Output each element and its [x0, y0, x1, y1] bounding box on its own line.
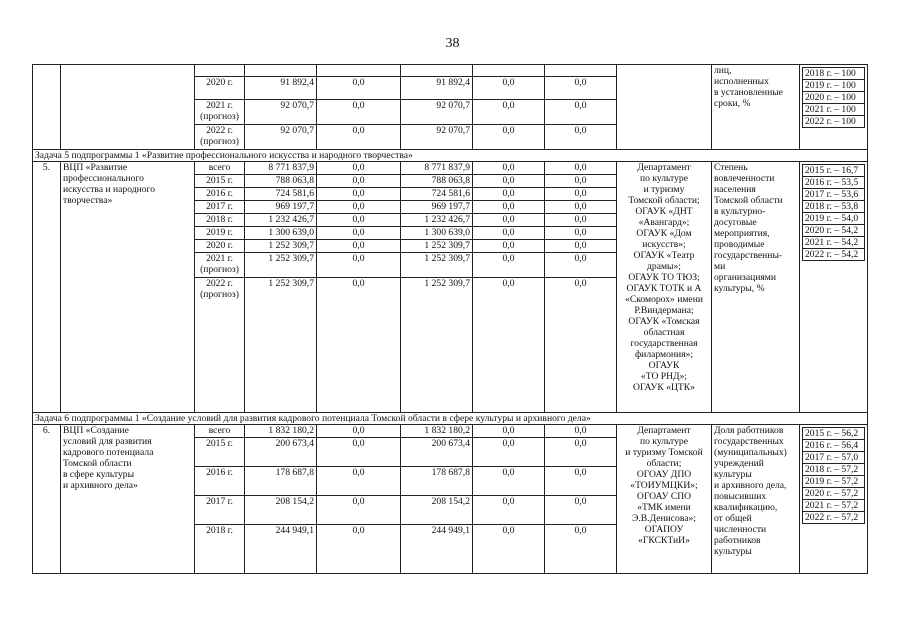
indicator-value: 2018 г. – 53,8: [803, 201, 865, 213]
total-cell: 1 252 309,7: [245, 253, 317, 278]
total-cell: 788 063,8: [245, 175, 317, 188]
page-number: 38: [445, 36, 460, 51]
local-cell: 0,0: [473, 125, 545, 150]
year-cell: 2019 г.: [195, 227, 245, 240]
total-cell: 1 832 180,2: [245, 425, 317, 438]
other-cell: 0,0: [545, 467, 617, 496]
other-cell: 0,0: [545, 496, 617, 525]
other-cell: 0,0: [545, 162, 617, 175]
total-cell: 1 252 309,7: [245, 278, 317, 413]
finance-row: [33, 425, 868, 438]
total-cell: 92 070,7: [245, 125, 317, 150]
regional-cell: 91 892,4: [401, 77, 473, 100]
task-heading-row: [33, 413, 868, 425]
indicator-value: 2019 г. – 100: [803, 80, 865, 92]
indicator-values-list: [802, 427, 865, 524]
year-cell: 2021 г. (прогноз): [195, 253, 245, 278]
year-cell: 2016 г.: [195, 467, 245, 496]
federal-cell: 0,0: [317, 240, 401, 253]
federal-cell: 0,0: [317, 175, 401, 188]
regional-cell: 8 771 837,9: [401, 162, 473, 175]
finance-row: [33, 65, 868, 77]
other-cell: 0,0: [545, 125, 617, 150]
regional-cell: 244 949,1: [401, 525, 473, 574]
regional-cell: 1 300 639,0: [401, 227, 473, 240]
indicator-value: 2017 г. – 53,6: [803, 189, 865, 201]
indicator-value: 2021 г. – 57,2: [803, 500, 865, 512]
local-cell: 0,0: [473, 175, 545, 188]
other-cell: 0,0: [545, 214, 617, 227]
federal-cell: [317, 65, 401, 77]
indicator-values-list: [802, 67, 865, 128]
federal-cell: 0,0: [317, 525, 401, 574]
other-cell: 0,0: [545, 438, 617, 467]
regional-cell: 1 832 180,2: [401, 425, 473, 438]
indicator: Доля работников государственных (муниципальных) учреждений культуры и архивного дела, повысивших квалификацию, от общей численности работников культуры: [712, 425, 800, 574]
indicator: Степень вовлеченности населения Томской области в культурно- досуговые мероприятия, проводимые государственны- ми организациями культуры, %: [712, 162, 800, 413]
indicator-value: 2022 г. – 54,2: [803, 249, 865, 261]
other-cell: 0,0: [545, 240, 617, 253]
total-cell: 1 232 426,7: [245, 214, 317, 227]
total-cell: 200 673,4: [245, 438, 317, 467]
local-cell: 0,0: [473, 525, 545, 574]
total-cell: 208 154,2: [245, 496, 317, 525]
other-cell: 0,0: [545, 100, 617, 125]
regional-cell: 1 252 309,7: [401, 240, 473, 253]
regional-cell: 92 070,7: [401, 100, 473, 125]
local-cell: [473, 65, 545, 77]
federal-cell: 0,0: [317, 438, 401, 467]
indicator-value: 2021 г. – 54,2: [803, 237, 865, 249]
federal-cell: 0,0: [317, 253, 401, 278]
indicator-value: 2016 г. – 56,4: [803, 440, 865, 452]
federal-cell: 0,0: [317, 100, 401, 125]
federal-cell: 0,0: [317, 278, 401, 413]
indicator-value: 2020 г. – 100: [803, 92, 865, 104]
total-cell: 724 581,6: [245, 188, 317, 201]
year-cell: всего: [195, 425, 245, 438]
total-cell: 1 252 309,7: [245, 240, 317, 253]
indicator-value: 2022 г. – 100: [803, 116, 865, 128]
local-cell: 0,0: [473, 201, 545, 214]
year-cell: 2016 г.: [195, 188, 245, 201]
federal-cell: 0,0: [317, 125, 401, 150]
federal-cell: 0,0: [317, 77, 401, 100]
indicator: лнц, исполненных в установленные сроки, %: [712, 65, 800, 150]
other-cell: 0,0: [545, 525, 617, 574]
total-cell: 244 949,1: [245, 525, 317, 574]
other-cell: 0,0: [545, 77, 617, 100]
indicator-values-list: [802, 164, 865, 261]
program-table: [32, 64, 868, 574]
regional-cell: 1 252 309,7: [401, 253, 473, 278]
local-cell: 0,0: [473, 188, 545, 201]
local-cell: 0,0: [473, 162, 545, 175]
item-number: 5.: [33, 162, 61, 413]
total-cell: [245, 65, 317, 77]
federal-cell: 0,0: [317, 227, 401, 240]
year-cell: 2018 г.: [195, 214, 245, 227]
indicator-value: 2017 г. – 57,0: [803, 452, 865, 464]
indicator-value: 2019 г. – 57,2: [803, 476, 865, 488]
item-name: ВЦП «Создание условий для развития кадрового потенциала Томской области в сфере культуры и архивного дела»: [61, 425, 195, 574]
year-cell: 2021 г. (прогноз): [195, 100, 245, 125]
local-cell: 0,0: [473, 214, 545, 227]
indicator-value: 2015 г. – 16,7: [803, 165, 865, 177]
executor: Департамент по культуре и туризму Томской области; ОГАУК «ДНТ «Авангард»; ОГАУК «Дом искусств»; ОГАУК «Театр драмы»; ОГАУК ТО ТЮЗ; ОГАУК ТОТК и А «Скоморох» имени Р.Виндермана; ОГАУК «Томская областная государственная филармония»; ОГАУК «ТО РНД»; ОГАУК «ЦТК»: [617, 162, 712, 413]
regional-cell: [401, 65, 473, 77]
other-cell: [545, 65, 617, 77]
year-cell: 2015 г.: [195, 438, 245, 467]
regional-cell: 1 252 309,7: [401, 278, 473, 413]
local-cell: 0,0: [473, 496, 545, 525]
total-cell: 178 687,8: [245, 467, 317, 496]
finance-row: [33, 162, 868, 175]
other-cell: 0,0: [545, 227, 617, 240]
other-cell: 0,0: [545, 188, 617, 201]
item-name: [61, 65, 195, 150]
other-cell: 0,0: [545, 175, 617, 188]
local-cell: 0,0: [473, 425, 545, 438]
year-cell: 2022 г. (прогноз): [195, 278, 245, 413]
indicator-value: 2019 г. – 54,0: [803, 213, 865, 225]
indicator-value: 2015 г. – 56,2: [803, 428, 865, 440]
total-cell: 969 197,7: [245, 201, 317, 214]
indicator-values: [800, 425, 868, 574]
total-cell: 8 771 837,9: [245, 162, 317, 175]
year-cell: [195, 65, 245, 77]
indicator-value: 2021 г. – 100: [803, 104, 865, 116]
total-cell: 91 892,4: [245, 77, 317, 100]
federal-cell: 0,0: [317, 496, 401, 525]
item-number: 6.: [33, 425, 61, 574]
task-heading-row: [33, 150, 868, 162]
local-cell: 0,0: [473, 278, 545, 413]
year-cell: 2017 г.: [195, 201, 245, 214]
federal-cell: 0,0: [317, 425, 401, 438]
regional-cell: 200 673,4: [401, 438, 473, 467]
executor: Департамент по культуре и туризму Томской области; ОГОАУ ДПО «ТОИУМЦКИ»; ОГОАУ СПО «ТМК имени Э.В.Денисова»; ОГАПОУ «ГКСКТиИ»: [617, 425, 712, 574]
local-cell: 0,0: [473, 438, 545, 467]
year-cell: 2015 г.: [195, 175, 245, 188]
local-cell: 0,0: [473, 467, 545, 496]
local-cell: 0,0: [473, 77, 545, 100]
indicator-value: 2020 г. – 54,2: [803, 225, 865, 237]
year-cell: 2020 г.: [195, 240, 245, 253]
federal-cell: 0,0: [317, 162, 401, 175]
year-cell: 2017 г.: [195, 496, 245, 525]
indicator-values: [800, 65, 868, 150]
regional-cell: 788 063,8: [401, 175, 473, 188]
federal-cell: 0,0: [317, 201, 401, 214]
executor: [617, 65, 712, 150]
item-name: ВЦП «Развитие профессионального искусства и народного творчества»: [61, 162, 195, 413]
indicator-values: [800, 162, 868, 413]
year-cell: всего: [195, 162, 245, 175]
indicator-value: 2018 г. – 57,2: [803, 464, 865, 476]
task-heading: Задача 5 подпрограммы 1 «Развитие профессионального искусства и народного творчества»: [33, 150, 868, 162]
local-cell: 0,0: [473, 227, 545, 240]
local-cell: 0,0: [473, 100, 545, 125]
other-cell: 0,0: [545, 278, 617, 413]
year-cell: 2020 г.: [195, 77, 245, 100]
year-cell: 2018 г.: [195, 525, 245, 574]
total-cell: 92 070,7: [245, 100, 317, 125]
other-cell: 0,0: [545, 253, 617, 278]
total-cell: 1 300 639,0: [245, 227, 317, 240]
indicator-value: 2016 г. – 53,5: [803, 177, 865, 189]
regional-cell: 92 070,7: [401, 125, 473, 150]
year-cell: 2022 г. (прогноз): [195, 125, 245, 150]
other-cell: 0,0: [545, 201, 617, 214]
indicator-value: 2022 г. – 57,2: [803, 512, 865, 524]
other-cell: 0,0: [545, 425, 617, 438]
local-cell: 0,0: [473, 240, 545, 253]
regional-cell: 208 154,2: [401, 496, 473, 525]
federal-cell: 0,0: [317, 467, 401, 496]
regional-cell: 969 197,7: [401, 201, 473, 214]
indicator-value: 2018 г. – 100: [803, 68, 865, 80]
regional-cell: 1 232 426,7: [401, 214, 473, 227]
local-cell: 0,0: [473, 253, 545, 278]
regional-cell: 178 687,8: [401, 467, 473, 496]
indicator-value: 2020 г. – 57,2: [803, 488, 865, 500]
item-number: [33, 65, 61, 150]
regional-cell: 724 581,6: [401, 188, 473, 201]
task-heading: Задача 6 подпрограммы 1 «Создание условий для развития кадрового потенциала Томской области в сфере культуры и архивного дела»: [33, 413, 868, 425]
federal-cell: 0,0: [317, 188, 401, 201]
federal-cell: 0,0: [317, 214, 401, 227]
